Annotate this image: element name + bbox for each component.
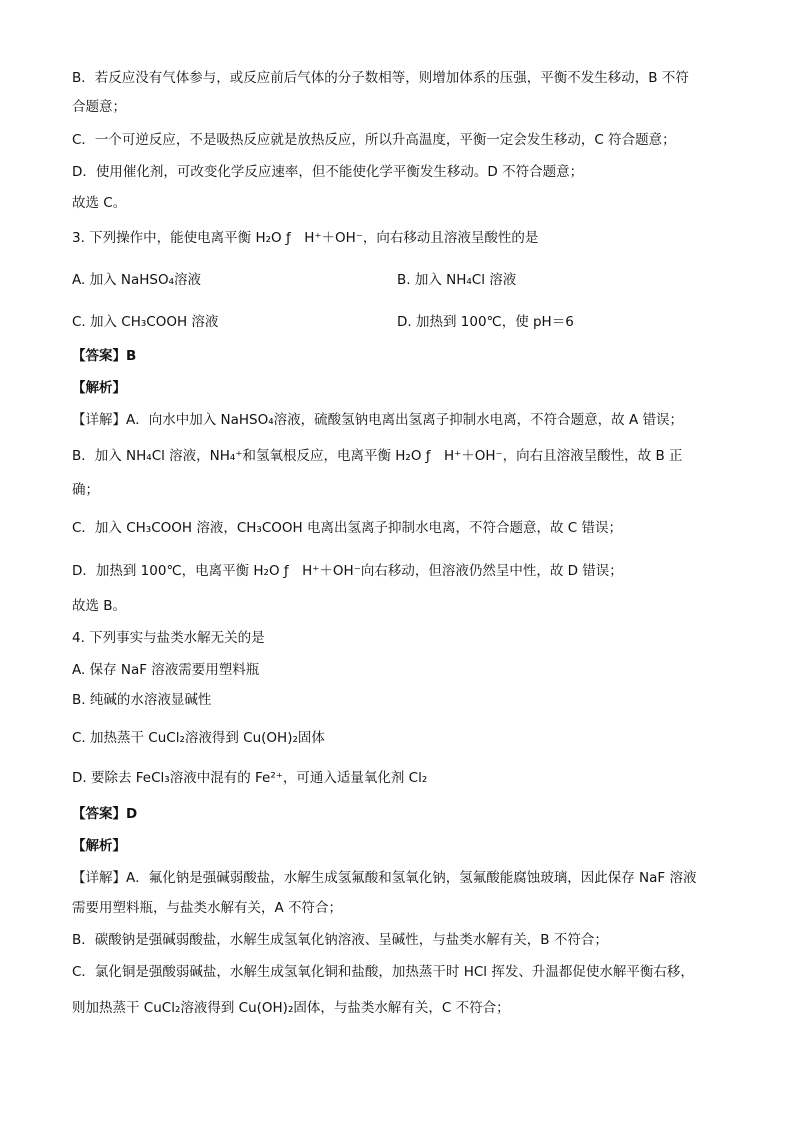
answer-label: 【答案】D [72,806,138,822]
option-3b: B. 加入 NH₄Cl 溶液 [397,272,517,288]
detail-line: B．加入 NH₄Cl 溶液，NH₄⁺和氢氧根反应，电离平衡 H₂O ƒ H⁺＋OH⁻，向右且溶液呈酸性，故 B 正 [72,448,683,464]
text-line: 故选 C。 [72,195,127,211]
text-line: 合题意； [72,99,126,115]
option-4c: C. 加热蒸干 CuCl₂溶液得到 Cu(OH)₂固体 [72,730,325,746]
detail-line: 则加热蒸干 CuCl₂溶液得到 Cu(OH)₂固体，与盐类水解有关，C 不符合； [72,1000,510,1016]
detail-line: C．加入 CH₃COOH 溶液，CH₃COOH 电离出氢离子抑制水电离，不符合题意，故 C 错误； [72,520,622,536]
option-4b: B. 纯碱的水溶液显碱性 [72,692,212,708]
text-line: D．使用催化剂，可改变化学反应速率，但不能使化学平衡发生移动。D 不符合题意； [72,164,584,180]
option-4d: D. 要除去 FeCl₃溶液中混有的 Fe²⁺，可通入适量氧化剂 Cl₂ [72,770,428,786]
analysis-label: 【解析】 [72,380,126,396]
option-4a: A. 保存 NaF 溶液需要用塑料瓶 [72,662,260,678]
question-4: 4. 下列事实与盐类水解无关的是 [72,630,265,646]
question-3: 3. 下列操作中，能使电离平衡 H₂O ƒ H⁺＋OH⁻，向右移动且溶液呈酸性的是 [72,230,539,246]
analysis-label: 【解析】 [72,838,126,854]
detail-line: D．加热到 100℃，电离平衡 H₂O ƒ H⁺＋OH⁻向右移动，但溶液仍然呈中性，故 D 错误； [72,563,623,579]
text-line: B．若反应没有气体参与，或反应前后气体的分子数相等，则增加体系的压强，平衡不发生移动，B 不符 [72,70,689,86]
detail-line: C．氯化铜是强酸弱碱盐，水解生成氢氧化铜和盐酸，加热蒸干时 HCl 挥发、升温都促使水解平衡右移， [72,964,694,980]
detail-line: 【详解】A．氟化钠是强碱弱酸盐，水解生成氢氟酸和氢氧化钠，氢氟酸能腐蚀玻璃，因此保存 NaF 溶液 [72,870,697,886]
detail-line: B．碳酸钠是强碱弱酸盐，水解生成氢氧化钠溶液、呈碱性，与盐类水解有关，B 不符合； [72,932,608,948]
detail-line: 确； [72,482,99,498]
text-line: 故选 B。 [72,598,127,614]
detail-line: 需要用塑料瓶，与盐类水解有关，A 不符合； [72,900,343,916]
detail-line: 【详解】A．向水中加入 NaHSO₄溶液，硫酸氢钠电离出氢离子抑制水电离，不符合题意，故 A 错误； [72,412,683,428]
text-line: C．一个可逆反应，不是吸热反应就是放热反应，所以升高温度，平衡一定会发生移动，C 符合题意； [72,132,676,148]
option-3d: D. 加热到 100℃，使 pH＝6 [397,314,574,330]
answer-label: 【答案】B [72,348,137,364]
option-3c: C. 加入 CH₃COOH 溶液 [72,314,219,330]
option-3a: A. 加入 NaHSO₄溶液 [72,272,202,288]
